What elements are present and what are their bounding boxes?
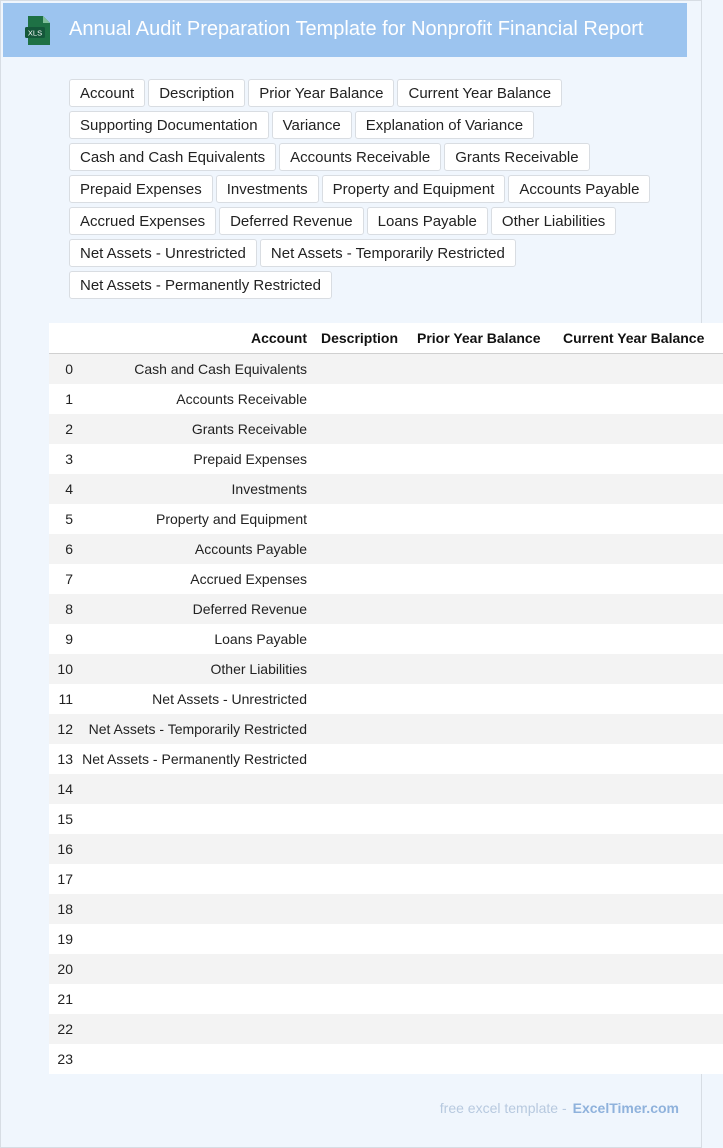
field-tag[interactable]: Supporting Documentation (69, 111, 269, 139)
table-row (49, 864, 723, 894)
column-header-description[interactable]: Description (313, 323, 409, 354)
field-tag[interactable]: Property and Equipment (322, 175, 506, 203)
row-index-cell[interactable]: 14 (49, 774, 73, 804)
field-tag[interactable]: Net Assets - Temporarily Restricted (260, 239, 516, 267)
field-tag[interactable]: Variance (272, 111, 352, 139)
field-tag[interactable]: Net Assets - Unrestricted (69, 239, 257, 267)
current-year-balance-cell[interactable] (555, 1014, 723, 1044)
index-header (49, 323, 73, 354)
account-cell[interactable]: Net Assets - Temporarily Restricted (73, 714, 313, 744)
table-row (49, 954, 723, 984)
field-tag[interactable]: Prior Year Balance (248, 79, 394, 107)
prior-year-balance-cell[interactable] (409, 984, 555, 1014)
prior-year-balance-cell[interactable] (409, 414, 555, 444)
prior-year-balance-cell[interactable] (409, 354, 555, 385)
account-cell[interactable]: Cash and Cash Equivalents (73, 354, 313, 385)
table-row (49, 354, 723, 385)
prior-year-balance-cell[interactable] (409, 384, 555, 414)
current-year-balance-cell[interactable] (555, 594, 723, 624)
table-row (49, 564, 723, 594)
table-row (49, 654, 723, 684)
prior-year-balance-cell[interactable] (409, 924, 555, 954)
description-cell[interactable] (313, 504, 409, 534)
description-cell[interactable] (313, 654, 409, 684)
description-cell[interactable] (313, 1014, 409, 1044)
xls-file-icon (23, 15, 53, 47)
account-cell[interactable] (73, 804, 313, 834)
current-year-balance-cell[interactable] (555, 984, 723, 1014)
field-tag[interactable]: Accrued Expenses (69, 207, 216, 235)
row-index-cell[interactable]: 12 (49, 714, 73, 744)
prior-year-balance-cell[interactable] (409, 1044, 555, 1074)
prior-year-balance-cell[interactable] (409, 654, 555, 684)
current-year-balance-cell[interactable] (555, 684, 723, 714)
current-year-balance-cell[interactable] (555, 414, 723, 444)
table-row (49, 744, 723, 774)
row-index-cell[interactable]: 19 (49, 924, 73, 954)
table-body (49, 354, 723, 1075)
account-cell[interactable]: Net Assets - Permanently Restricted (73, 744, 313, 774)
account-cell[interactable] (73, 1044, 313, 1074)
description-cell[interactable] (313, 384, 409, 414)
table-row (49, 984, 723, 1014)
prior-year-balance-cell[interactable] (409, 774, 555, 804)
column-header-prior-year-balance[interactable]: Prior Year Balance (409, 323, 555, 354)
row-index-cell[interactable]: 0 (49, 354, 73, 385)
account-cell[interactable] (73, 864, 313, 894)
current-year-balance-cell[interactable] (555, 894, 723, 924)
column-header-current-year-balance[interactable]: Current Year Balance (555, 323, 723, 354)
description-cell[interactable] (313, 594, 409, 624)
prior-year-balance-cell[interactable] (409, 684, 555, 714)
description-cell[interactable] (313, 534, 409, 564)
current-year-balance-cell[interactable] (555, 474, 723, 504)
account-cell[interactable]: Other Liabilities (73, 654, 313, 684)
current-year-balance-cell[interactable] (555, 384, 723, 414)
table-row (49, 384, 723, 414)
current-year-balance-cell[interactable] (555, 924, 723, 954)
account-cell[interactable] (73, 1014, 313, 1044)
account-cell[interactable]: Accrued Expenses (73, 564, 313, 594)
table-row (49, 534, 723, 564)
column-header-account[interactable]: Account (73, 323, 313, 354)
field-tag[interactable]: Investments (216, 175, 319, 203)
account-cell[interactable] (73, 774, 313, 804)
current-year-balance-cell[interactable] (555, 864, 723, 894)
field-tag[interactable]: Loans Payable (367, 207, 488, 235)
row-index-cell[interactable]: 13 (49, 744, 73, 774)
account-cell[interactable]: Prepaid Expenses (73, 444, 313, 474)
field-tag[interactable]: Grants Receivable (444, 143, 589, 171)
description-cell[interactable] (313, 774, 409, 804)
account-cell[interactable] (73, 954, 313, 984)
row-index-cell[interactable]: 3 (49, 444, 73, 474)
field-tag-list (69, 79, 669, 299)
xls-icon-label: XLS (27, 28, 43, 38)
row-index-cell[interactable]: 21 (49, 984, 73, 1014)
prior-year-balance-cell[interactable] (409, 474, 555, 504)
title-bar (3, 3, 687, 57)
row-index-cell[interactable]: 11 (49, 684, 73, 714)
table-row (49, 624, 723, 654)
description-cell[interactable] (313, 864, 409, 894)
prior-year-balance-cell[interactable] (409, 894, 555, 924)
account-cell[interactable]: Investments (73, 474, 313, 504)
account-cell[interactable]: Property and Equipment (73, 504, 313, 534)
table-row (49, 444, 723, 474)
field-tag[interactable]: Accounts Receivable (279, 143, 441, 171)
current-year-balance-cell[interactable] (555, 534, 723, 564)
field-tag[interactable]: Other Liabilities (491, 207, 616, 235)
current-year-balance-cell[interactable] (555, 564, 723, 594)
field-tag[interactable]: Prepaid Expenses (69, 175, 213, 203)
sheet-preview (57, 323, 705, 1074)
current-year-balance-cell[interactable] (555, 354, 723, 385)
description-cell[interactable] (313, 444, 409, 474)
description-cell[interactable] (313, 414, 409, 444)
current-year-balance-cell[interactable] (555, 504, 723, 534)
row-index-cell[interactable]: 5 (49, 504, 73, 534)
description-cell[interactable] (313, 894, 409, 924)
current-year-balance-cell[interactable] (555, 1044, 723, 1074)
row-index-cell[interactable]: 16 (49, 834, 73, 864)
field-tag[interactable]: Account (69, 79, 145, 107)
description-cell[interactable] (313, 954, 409, 984)
account-cell[interactable] (73, 924, 313, 954)
field-tag[interactable]: Deferred Revenue (219, 207, 364, 235)
prior-year-balance-cell[interactable] (409, 1014, 555, 1044)
prior-year-balance-cell[interactable] (409, 804, 555, 834)
row-index-cell[interactable]: 9 (49, 624, 73, 654)
prior-year-balance-cell[interactable] (409, 624, 555, 654)
prior-year-balance-cell[interactable] (409, 714, 555, 744)
account-cell[interactable]: Grants Receivable (73, 414, 313, 444)
table-row (49, 774, 723, 804)
row-index-cell[interactable]: 20 (49, 954, 73, 984)
table-row (49, 1044, 723, 1074)
description-cell[interactable] (313, 684, 409, 714)
prior-year-balance-cell[interactable] (409, 504, 555, 534)
table-row (49, 1014, 723, 1044)
row-index-cell[interactable]: 7 (49, 564, 73, 594)
prior-year-balance-cell[interactable] (409, 834, 555, 864)
current-year-balance-cell[interactable] (555, 834, 723, 864)
prior-year-balance-cell[interactable] (409, 744, 555, 774)
account-cell[interactable]: Loans Payable (73, 624, 313, 654)
current-year-balance-cell[interactable] (555, 444, 723, 474)
table-row (49, 504, 723, 534)
row-index-cell[interactable]: 17 (49, 864, 73, 894)
description-cell[interactable] (313, 714, 409, 744)
current-year-balance-cell[interactable] (555, 624, 723, 654)
account-cell[interactable]: Accounts Payable (73, 534, 313, 564)
description-cell[interactable] (313, 984, 409, 1014)
prior-year-balance-cell[interactable] (409, 864, 555, 894)
prior-year-balance-cell[interactable] (409, 954, 555, 984)
row-index-cell[interactable]: 2 (49, 414, 73, 444)
prior-year-balance-cell[interactable] (409, 594, 555, 624)
account-cell[interactable] (73, 984, 313, 1014)
row-index-cell[interactable]: 22 (49, 1014, 73, 1044)
table-row (49, 894, 723, 924)
prior-year-balance-cell[interactable] (409, 444, 555, 474)
footer-credit (440, 1100, 679, 1116)
footer-brand-link[interactable]: ExcelTimer.com (572, 1100, 679, 1116)
row-index-cell[interactable]: 15 (49, 804, 73, 834)
account-cell[interactable]: Net Assets - Unrestricted (73, 684, 313, 714)
current-year-balance-cell[interactable] (555, 954, 723, 984)
table-row (49, 594, 723, 624)
table-row (49, 804, 723, 834)
sheet-table (49, 323, 723, 1074)
field-tag[interactable]: Current Year Balance (397, 79, 562, 107)
table-row (49, 924, 723, 954)
table-row (49, 714, 723, 744)
description-cell[interactable] (313, 474, 409, 504)
field-tag[interactable]: Accounts Payable (508, 175, 650, 203)
description-cell[interactable] (313, 804, 409, 834)
current-year-balance-cell[interactable] (555, 804, 723, 834)
account-cell[interactable] (73, 894, 313, 924)
field-tag[interactable]: Explanation of Variance (355, 111, 534, 139)
field-tag[interactable]: Net Assets - Permanently Restricted (69, 271, 332, 299)
row-index-cell[interactable]: 4 (49, 474, 73, 504)
row-index-cell[interactable]: 23 (49, 1044, 73, 1074)
description-cell[interactable] (313, 564, 409, 594)
current-year-balance-cell[interactable] (555, 744, 723, 774)
current-year-balance-cell[interactable] (555, 714, 723, 744)
account-cell[interactable]: Deferred Revenue (73, 594, 313, 624)
row-index-cell[interactable]: 10 (49, 654, 73, 684)
table-row (49, 474, 723, 504)
account-cell[interactable]: Accounts Receivable (73, 384, 313, 414)
description-cell[interactable] (313, 1044, 409, 1074)
page-title: Annual Audit Preparation Template for Nonprofit Financial Report (69, 18, 644, 40)
prior-year-balance-cell[interactable] (409, 564, 555, 594)
description-cell[interactable] (313, 834, 409, 864)
current-year-balance-cell[interactable] (555, 774, 723, 804)
account-cell[interactable] (73, 834, 313, 864)
row-index-cell[interactable]: 18 (49, 894, 73, 924)
row-index-cell[interactable]: 6 (49, 534, 73, 564)
description-cell[interactable] (313, 924, 409, 954)
footer-text: free excel template - (439, 1100, 567, 1116)
table-header-row (49, 323, 723, 354)
prior-year-balance-cell[interactable] (409, 534, 555, 564)
field-tag[interactable]: Description (148, 79, 245, 107)
field-tag[interactable]: Cash and Cash Equivalents (69, 143, 276, 171)
table-row (49, 834, 723, 864)
description-cell[interactable] (313, 354, 409, 385)
row-index-cell[interactable]: 8 (49, 594, 73, 624)
current-year-balance-cell[interactable] (555, 654, 723, 684)
description-cell[interactable] (313, 744, 409, 774)
table-row (49, 414, 723, 444)
table-row (49, 684, 723, 714)
description-cell[interactable] (313, 624, 409, 654)
row-index-cell[interactable]: 1 (49, 384, 73, 414)
